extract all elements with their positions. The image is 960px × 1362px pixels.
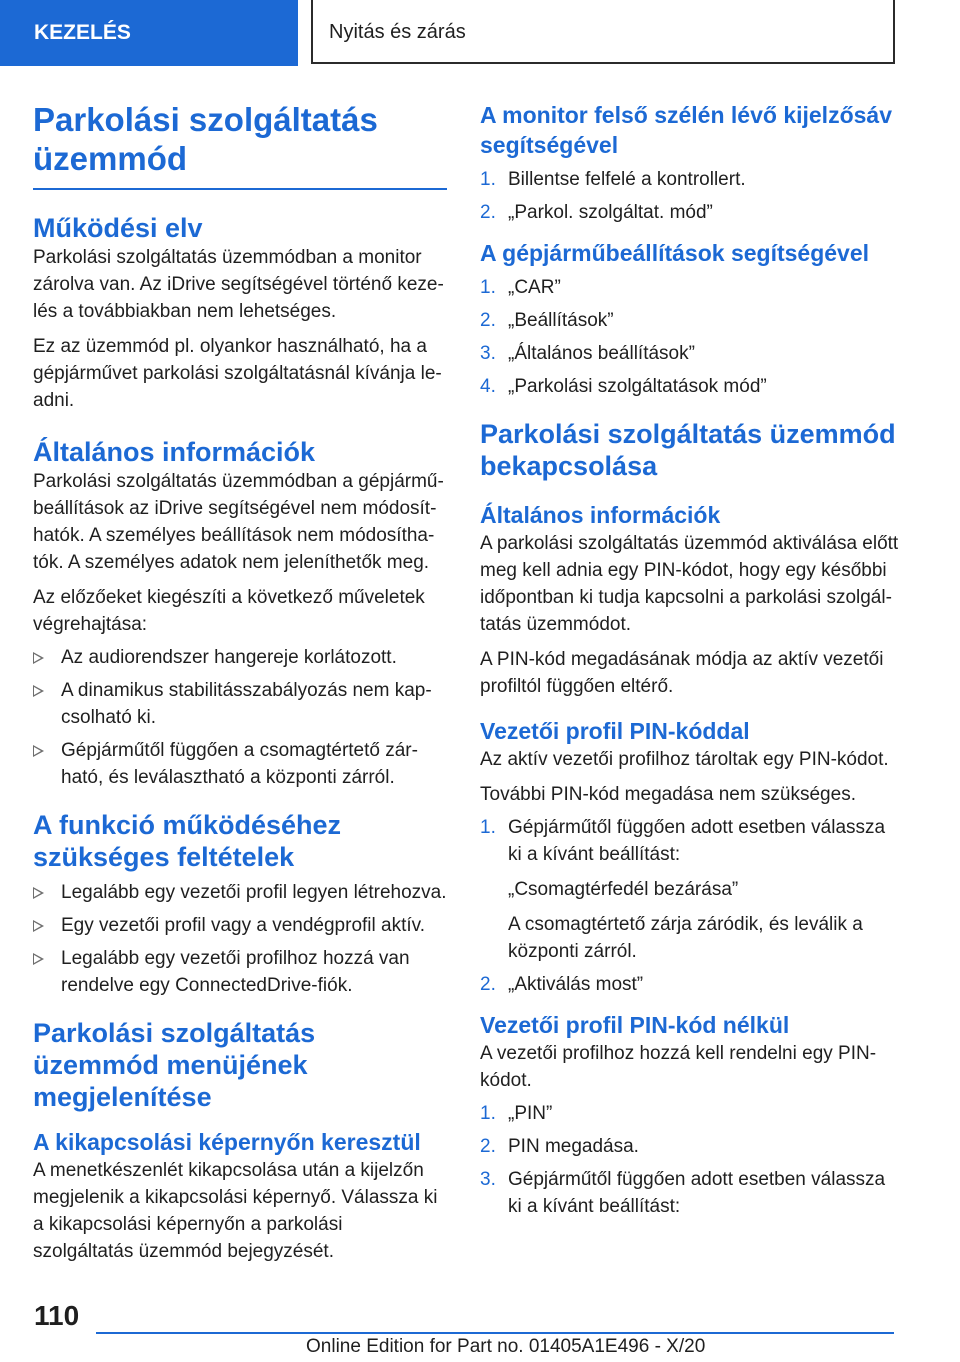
triangle-bullet-icon — [33, 953, 44, 965]
list-item: 4. „Parkolási szolgáltatások mód” — [480, 376, 767, 397]
list-item: Legalább egy vezetői profilhoz hozzá van rendelve egy ConnectedDrive-fiók. — [33, 945, 447, 999]
list-item: Gépjárműtől függően a csomagtértető zárható, és leválasztható a központi zárról. — [33, 737, 447, 791]
list-item: 2. PIN megadása. — [480, 1136, 639, 1157]
list-item: 3. „Általános beállítások” — [480, 343, 695, 364]
page-number: 110 — [34, 1300, 80, 1331]
numbered-list — [480, 166, 900, 226]
heading-mukodesi-elv: Működési elv — [33, 213, 203, 243]
edition-text: Online Edition for Part no. 01405A1E496 - X/20 — [306, 1336, 706, 1357]
option-label: „Csomagtérfedél bezárása” — [508, 879, 739, 900]
list-item: 1. „CAR” — [480, 277, 561, 298]
list-item: Az audiorendszer hangereje korlátozott. — [33, 644, 447, 671]
section-tab: KEZELÉS — [0, 0, 298, 66]
list-item: 2. „Beállítások” — [480, 310, 614, 331]
footer-rule — [96, 1332, 894, 1334]
triangle-bullet-icon — [33, 920, 44, 932]
list-item: 1. Billentse felfelé a kontrollert. — [480, 169, 746, 190]
paragraph: Az aktív vezetői profilhoz tároltak egy PIN-kódot. — [480, 749, 889, 770]
list-item: 2. „Aktiválás most” — [480, 974, 644, 995]
page-title: Parkolási szolgáltatás üzemmód — [33, 101, 378, 177]
list-item: Legalább egy vezetői profil legyen létrehozva. — [33, 879, 447, 906]
paragraph: Ez az üzemmód pl. olyankor használható, ha a gépjárművet parkolási szolgáltatásnál kívánja leadni. — [33, 336, 442, 411]
triangle-bullet-icon — [33, 652, 44, 664]
list-item: 1. „PIN” — [480, 1103, 553, 1124]
right-column — [480, 100, 900, 1226]
triangle-bullet-icon — [33, 887, 44, 899]
list-item: Egy vezetői profil vagy a vendégprofil aktív. — [33, 912, 447, 939]
numbered-list — [480, 814, 900, 998]
bullet-list — [33, 879, 447, 999]
bullet-list — [33, 644, 447, 791]
heading-altalanos-informaciok: Általános információk — [33, 437, 316, 467]
page-header — [0, 0, 960, 66]
paragraph: Parkolási szolgáltatás üzemmódban a monitor zárolva van. Az iDrive segítségével történő kezelés a továbbiakban nem lehetséges. — [33, 247, 444, 322]
heading-feltetelek: A funkció működéséhez szükséges feltételek — [33, 810, 342, 872]
triangle-bullet-icon — [33, 745, 44, 757]
list-item: 3. Gépjárműtől függően adott esetben válassza ki a kívánt beállítást: — [480, 1169, 886, 1217]
paragraph: Parkolási szolgáltatás üzemmódban a gépjárműbeállítások az iDrive segítségével nem módosíthatók. A személyes beállítások nem módosíthatók. A személyes adatok nem jeleníthetők meg. — [33, 471, 444, 573]
chapter-tab: Nyitás és zárás — [311, 0, 895, 64]
numbered-list — [480, 274, 900, 400]
triangle-bullet-icon — [33, 685, 44, 697]
paragraph: A vezetői profilhoz hozzá kell rendelni egy PIN-kódot. — [480, 1043, 877, 1091]
list-item: A dinamikus stabilitásszabályozás nem kapcsolható ki. — [33, 677, 447, 731]
paragraph: A menetkészenlét kikapcsolása után a kijelzőn megjelenik a kikapcsolási képernyő. Válassza ki a kikapcsolási képernyőn a parkolási szolgáltatás üzemmód bejegyzését. — [33, 1160, 438, 1262]
paragraph: További PIN-kód megadása nem szükséges. — [480, 784, 856, 805]
numbered-list — [480, 1100, 900, 1220]
subheading-kijelzosav: A monitor felső szélén lévő kijelzősáv segítségével — [480, 102, 893, 158]
option-description: A csomagtértető zárja záródik, és leválik a központi zárról. — [508, 914, 863, 962]
subheading-pin-kod-nelkul: Vezetői profil PIN-kód nélkül — [480, 1012, 790, 1038]
list-item: 1. Gépjárműtől függően adott esetben válassza ki a kívánt beállítást: „Csomagtérfedél bezárása” A csomagtértető zárja záródik, és leválik a központi zárról. — [480, 814, 900, 965]
subheading-gepjarmubeallitasok: A gépjárműbeállítások segítségével — [480, 240, 870, 266]
title-rule — [33, 188, 447, 190]
heading-bekapcsolasa: Parkolási szolgáltatás üzemmód bekapcsolása — [480, 419, 896, 481]
paragraph: Az előzőeket kiegészíti a következő műveletek végrehajtása: — [33, 587, 425, 635]
paragraph: A PIN-kód megadásának módja az aktív vezetői profiltól függően eltérő. — [480, 649, 884, 697]
left-column — [33, 100, 447, 1265]
subheading-kikapcsolasi-kepernyo: A kikapcsolási képernyőn keresztül — [33, 1129, 421, 1155]
subheading-altalanos-informaciok: Általános információk — [480, 502, 721, 528]
paragraph: A parkolási szolgáltatás üzemmód aktiválása előtt meg kell adnia egy PIN-kódot, hogy egy későbbi időpontban ki tudja kapcsolni a parkolási szolgáltatás üzemmódot. — [480, 533, 899, 635]
heading-menu-megjelenitese: Parkolási szolgáltatás üzemmód menüjének megjelenítése — [33, 1018, 316, 1112]
subheading-pin-koddal: Vezetői profil PIN-kóddal — [480, 718, 750, 744]
list-item: 2. „Parkol. szolgáltat. mód” — [480, 202, 713, 223]
